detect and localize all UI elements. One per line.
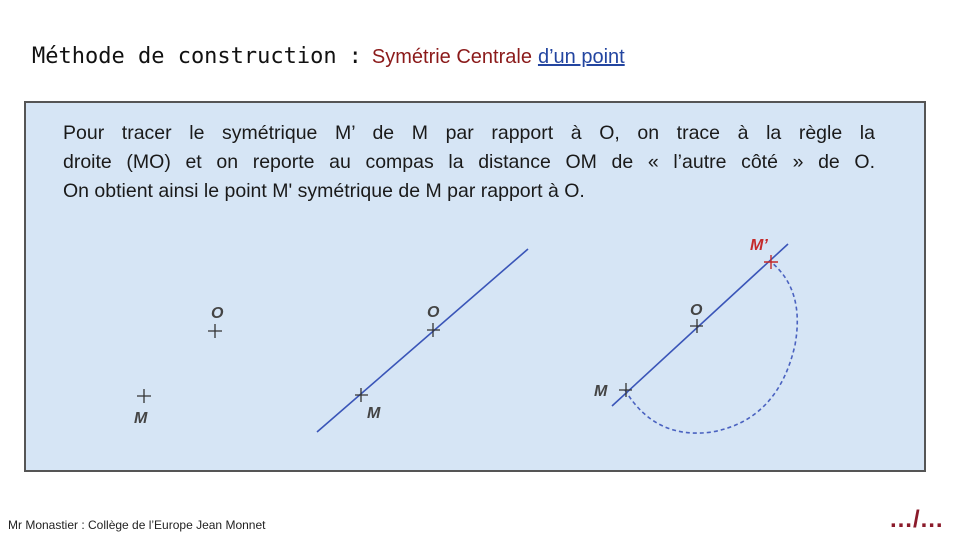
step2-label-m: M — [367, 405, 381, 422]
step1-points — [137, 324, 222, 403]
step3-label-m-prime: M’ — [750, 237, 768, 254]
step1-point-m-cross — [137, 389, 151, 403]
step3-point-o-cross — [690, 319, 703, 333]
step2-line-mo — [317, 249, 528, 432]
title-subtitle: Symétrie Centrale — [371, 46, 532, 68]
explanation-line-1: Pour tracer le symétrique M’ de M par rapport à O, on trace à la règle la — [63, 122, 875, 144]
step3-points — [619, 319, 703, 397]
title-main: Méthode de construction — [32, 44, 337, 69]
footer-credit: Mr Monastier : Collège de l’Europe Jean Monnet — [8, 518, 266, 532]
explanation-line-3: On obtient ainsi le point M' symétrique de M par rapport à O. — [63, 180, 585, 202]
pager-continuation[interactable]: …/… — [889, 506, 944, 533]
step3-point-m-cross — [619, 383, 632, 397]
step3-label-m: M — [594, 383, 608, 400]
step3-line-mo — [612, 244, 788, 406]
title-separator: : — [348, 44, 362, 69]
step1-label-m: M — [134, 410, 148, 427]
step2-label-o: O — [427, 304, 440, 321]
title-link[interactable]: d’un point — [537, 46, 625, 68]
step1-label-o: O — [211, 305, 224, 322]
step3-compass-arc — [625, 262, 797, 433]
step1-point-o-cross — [208, 324, 222, 338]
explanation-line-2: droite (MO) et on reporte au compas la distance OM de « l’autre côté » de O. — [63, 151, 875, 173]
step3-label-o: O — [690, 302, 703, 319]
